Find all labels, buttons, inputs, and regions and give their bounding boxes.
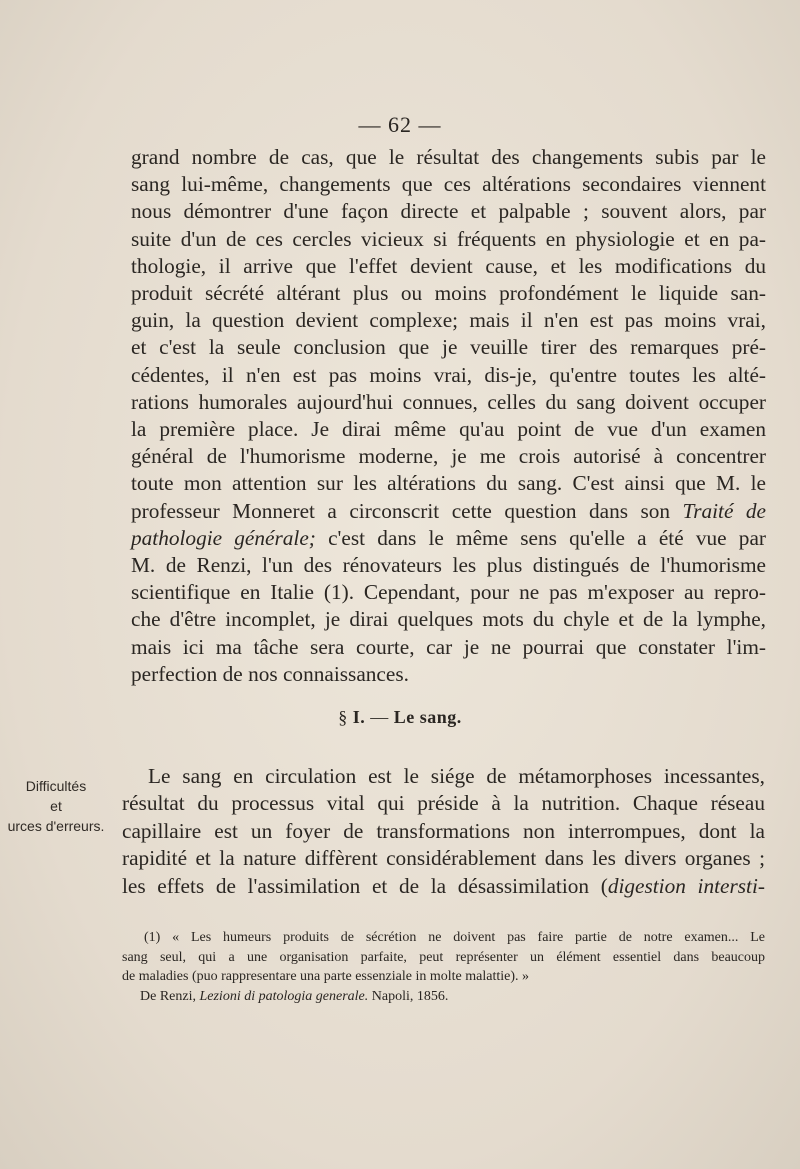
margin-note-line: urces d'erreurs.: [7, 818, 105, 834]
text-line: che d'être incomplet, je dirai quelques mots du chyle et de la lymphe,: [131, 607, 766, 632]
section-heading: [0, 707, 800, 728]
text-line: rapidité et la nature diffèrent considérablement dans les divers organes ;: [122, 846, 765, 871]
section-paragraph: [122, 763, 765, 900]
text-line: grand nombre de cas, que le résultat des changements subis par le: [131, 145, 766, 169]
text-line: produit sécrété altérant plus ou moins profondément le liquide san-: [131, 281, 766, 306]
text-line: général de l'humorisme moderne, je me crois autorisé à concentrer: [131, 444, 766, 469]
book-title-italic: pathologie générale;: [131, 525, 316, 550]
text-line: perfection de nos connaissances.: [131, 661, 409, 686]
main-paragraph: [131, 144, 766, 688]
text-run: professeur Monneret a circonscrit cette question dans son: [131, 498, 683, 523]
text-line: [131, 525, 766, 552]
italic-term: digestion intersti-: [607, 873, 765, 898]
footnote-line: de maladies (puo rappresentare una parte essenziale in molte malattie). »: [122, 969, 529, 985]
text-run: c'est dans le même sens qu'elle a été vue par: [315, 525, 766, 550]
text-line: Le sang en circulation est le siége de métamorphoses incessantes,: [148, 764, 765, 788]
text-line: cédentes, il n'en est pas moins vrai, dis-je, qu'entre toutes les alté-: [131, 362, 766, 387]
text-run: De Renzi,: [140, 988, 200, 1004]
heading-dash: —: [365, 707, 394, 727]
footnote-line: (1) « Les humeurs produits de sécrétion ne doivent pas faire partie de notre examen... Le: [144, 930, 765, 945]
text-run: Napoli, 1856.: [368, 988, 449, 1004]
footnote: [122, 928, 765, 1006]
text-run: les effets de l'assimilation et de la désassimilation (: [122, 873, 608, 898]
text-line: scientifique en Italie (1). Cependant, pour ne pas m'exposer au repro-: [131, 580, 766, 605]
text-line: toute mon attention sur les altérations du sang. C'est ainsi que M. le: [131, 471, 766, 496]
text-line: [122, 873, 765, 900]
text-line: nous démontrer d'une façon directe et palpable ; souvent alors, par: [131, 199, 766, 224]
section-title: Le sang.: [393, 707, 462, 727]
text-line: rations humorales aujourd'hui connues, celles du sang doivent occuper: [131, 389, 766, 414]
text-line: capillaire est un foyer de transformations non interrompues, dont la: [122, 818, 765, 843]
margin-note-line: Difficultés: [25, 778, 87, 794]
section-sign: §: [338, 707, 353, 727]
text-line: suite d'un de ces cercles vicieux si fréquents en physiologie et en pa-: [131, 226, 766, 251]
text-line: guin, la question devient complexe; mais il n'en est pas moins vrai,: [131, 308, 766, 333]
book-title-italic: Lezioni di patologia generale.: [199, 988, 369, 1004]
text-line: résultat du processus vital qui préside à la nutrition. Chaque réseau: [122, 791, 765, 816]
text-line: sang lui-même, changements que ces altérations secondaires viennent: [131, 172, 766, 197]
footnote-citation: [122, 987, 765, 1007]
text-line: mais ici ma tâche sera courte, car je ne pourrai que constater l'im-: [131, 634, 766, 659]
text-line: M. de Renzi, l'un des rénovateurs les plus distingués de l'humorisme: [131, 553, 766, 578]
text-line: la première place. Je dirai même qu'au point de vue d'un examen: [131, 417, 766, 442]
page-number: — 62 —: [358, 112, 442, 137]
section-number: I.: [352, 707, 366, 727]
text-line: thologie, il arrive que l'effet devient cause, et les modifications du: [131, 253, 766, 278]
margin-note: [0, 776, 112, 836]
book-title-italic: Traité de: [682, 498, 766, 523]
text-line: et c'est la seule conclusion que je veuille tirer des remarques pré-: [131, 335, 766, 360]
margin-note-line: et: [50, 798, 62, 814]
footnote-line: sang seul, qui a une organisation parfaite, peut représenter un élément essentiel dans beaucoup: [122, 949, 765, 965]
text-line: [131, 498, 766, 525]
